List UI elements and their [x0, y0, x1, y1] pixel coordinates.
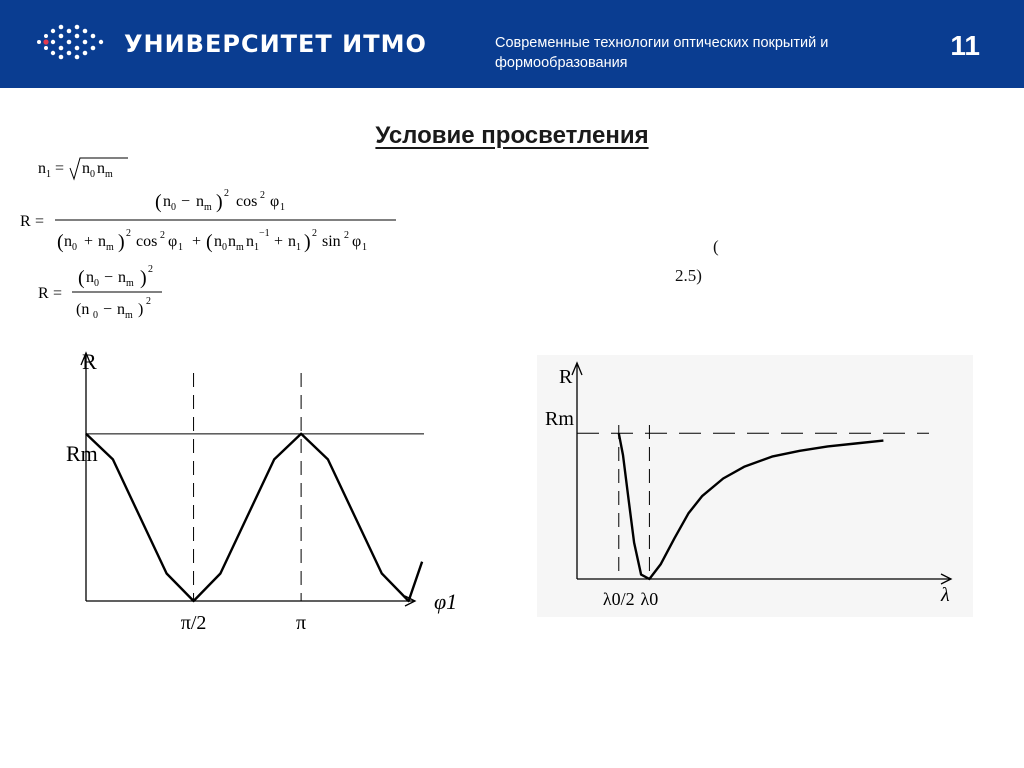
svg-text:0: 0: [90, 169, 95, 180]
svg-text:+: +: [192, 233, 202, 250]
chart-r-vs-lambda: [537, 355, 973, 617]
svg-text:=: =: [55, 160, 65, 177]
svg-text:m: m: [236, 242, 244, 253]
formula-eq2: [20, 188, 396, 253]
svg-text:n: n: [118, 269, 126, 286]
formula-block: [0, 148, 420, 328]
svg-text:n: n: [163, 193, 171, 210]
svg-text:1: 1: [254, 242, 259, 253]
annotation-rm: Rm: [66, 441, 98, 466]
svg-text:R: R: [20, 213, 31, 230]
svg-text:0: 0: [222, 242, 227, 253]
svg-text:2: 2: [146, 296, 151, 307]
svg-text:φ: φ: [168, 233, 178, 250]
svg-text:1: 1: [280, 202, 285, 213]
y-axis-label: R: [82, 349, 97, 374]
x-tick-label: λ0/2: [602, 589, 635, 609]
svg-text:m: m: [204, 202, 212, 213]
svg-text:1: 1: [362, 242, 367, 253]
svg-text:n: n: [97, 160, 105, 177]
formula-eq1: [38, 158, 128, 180]
svg-text:n: n: [214, 233, 222, 250]
svg-text:φ: φ: [270, 193, 280, 210]
chart-r-vs-phi: [66, 345, 470, 645]
svg-text:0: 0: [72, 242, 77, 253]
x-tick-label: π/2: [180, 612, 207, 634]
equation-number-open: (: [713, 237, 719, 256]
x-axis-label: λ: [941, 584, 950, 606]
svg-text:(: (: [78, 267, 85, 289]
svg-text:n: n: [38, 160, 46, 177]
svg-text:n: n: [228, 233, 236, 250]
svg-text:−: −: [104, 269, 114, 286]
y-axis-label: R: [559, 366, 573, 388]
svg-text:n: n: [196, 193, 204, 210]
svg-text:): ): [140, 267, 147, 289]
svg-text:(: (: [155, 191, 162, 213]
svg-text:1: 1: [178, 242, 183, 253]
annotation-rm: Rm: [545, 408, 574, 430]
svg-text:2: 2: [344, 230, 349, 241]
svg-text:n: n: [64, 233, 72, 250]
svg-text:2: 2: [126, 228, 131, 239]
svg-text:cos: cos: [136, 233, 158, 250]
svg-text:1: 1: [296, 242, 301, 253]
svg-text:m: m: [105, 169, 113, 180]
svg-text:0: 0: [171, 202, 176, 213]
svg-text:1: 1: [46, 169, 51, 180]
svg-text:n: n: [288, 233, 296, 250]
header-bar: [0, 0, 1024, 88]
itmo-logo-icon: [33, 22, 113, 62]
svg-text:n: n: [117, 301, 125, 318]
svg-text:n: n: [86, 269, 94, 286]
svg-text:+: +: [84, 233, 94, 250]
svg-text:(n: (n: [76, 301, 90, 318]
svg-text:(: (: [57, 231, 64, 253]
course-title: Современные технологии оптических покрытий и формообразования: [495, 35, 829, 71]
formula-eq3: [38, 264, 162, 321]
x-axis-label: φ1: [434, 589, 458, 614]
svg-text:n: n: [82, 160, 90, 177]
svg-text:−: −: [103, 301, 113, 318]
svg-text:0: 0: [93, 310, 98, 321]
svg-text:n: n: [246, 233, 254, 250]
svg-text:−: −: [181, 193, 191, 210]
svg-text:): ): [138, 301, 144, 318]
slide-title: Условие просветления: [375, 122, 649, 149]
svg-text:sin: sin: [322, 233, 341, 250]
svg-text:R: R: [38, 285, 49, 302]
x-tick-label: π: [296, 612, 307, 634]
slide-title-wrap: [0, 122, 1024, 150]
svg-text:=: =: [53, 285, 63, 302]
x-tick-label: λ0: [640, 589, 659, 609]
svg-text:φ: φ: [352, 233, 362, 250]
svg-text:+: +: [274, 233, 284, 250]
svg-text:−1: −1: [259, 228, 270, 239]
svg-text:2: 2: [312, 228, 317, 239]
page-number: 11: [950, 30, 980, 61]
svg-text:n: n: [98, 233, 106, 250]
svg-text:2: 2: [260, 190, 265, 201]
svg-text:): ): [118, 231, 125, 253]
svg-text:): ): [304, 231, 311, 253]
svg-text:2: 2: [148, 264, 153, 275]
equation-number-rest: 2.5): [675, 266, 702, 285]
svg-text:=: =: [35, 213, 45, 230]
svg-text:0: 0: [94, 278, 99, 289]
series-line: [86, 434, 422, 601]
svg-text:m: m: [106, 242, 114, 253]
svg-text:m: m: [126, 278, 134, 289]
university-name: УНИВЕРСИТЕТ ИТМО: [124, 30, 427, 58]
svg-text:m: m: [125, 310, 133, 321]
svg-text:2: 2: [160, 230, 165, 241]
svg-text:cos: cos: [236, 193, 258, 210]
svg-text:2: 2: [224, 188, 229, 199]
svg-text:): ): [216, 191, 223, 213]
svg-text:(: (: [206, 231, 213, 253]
chart-background: [537, 355, 973, 617]
